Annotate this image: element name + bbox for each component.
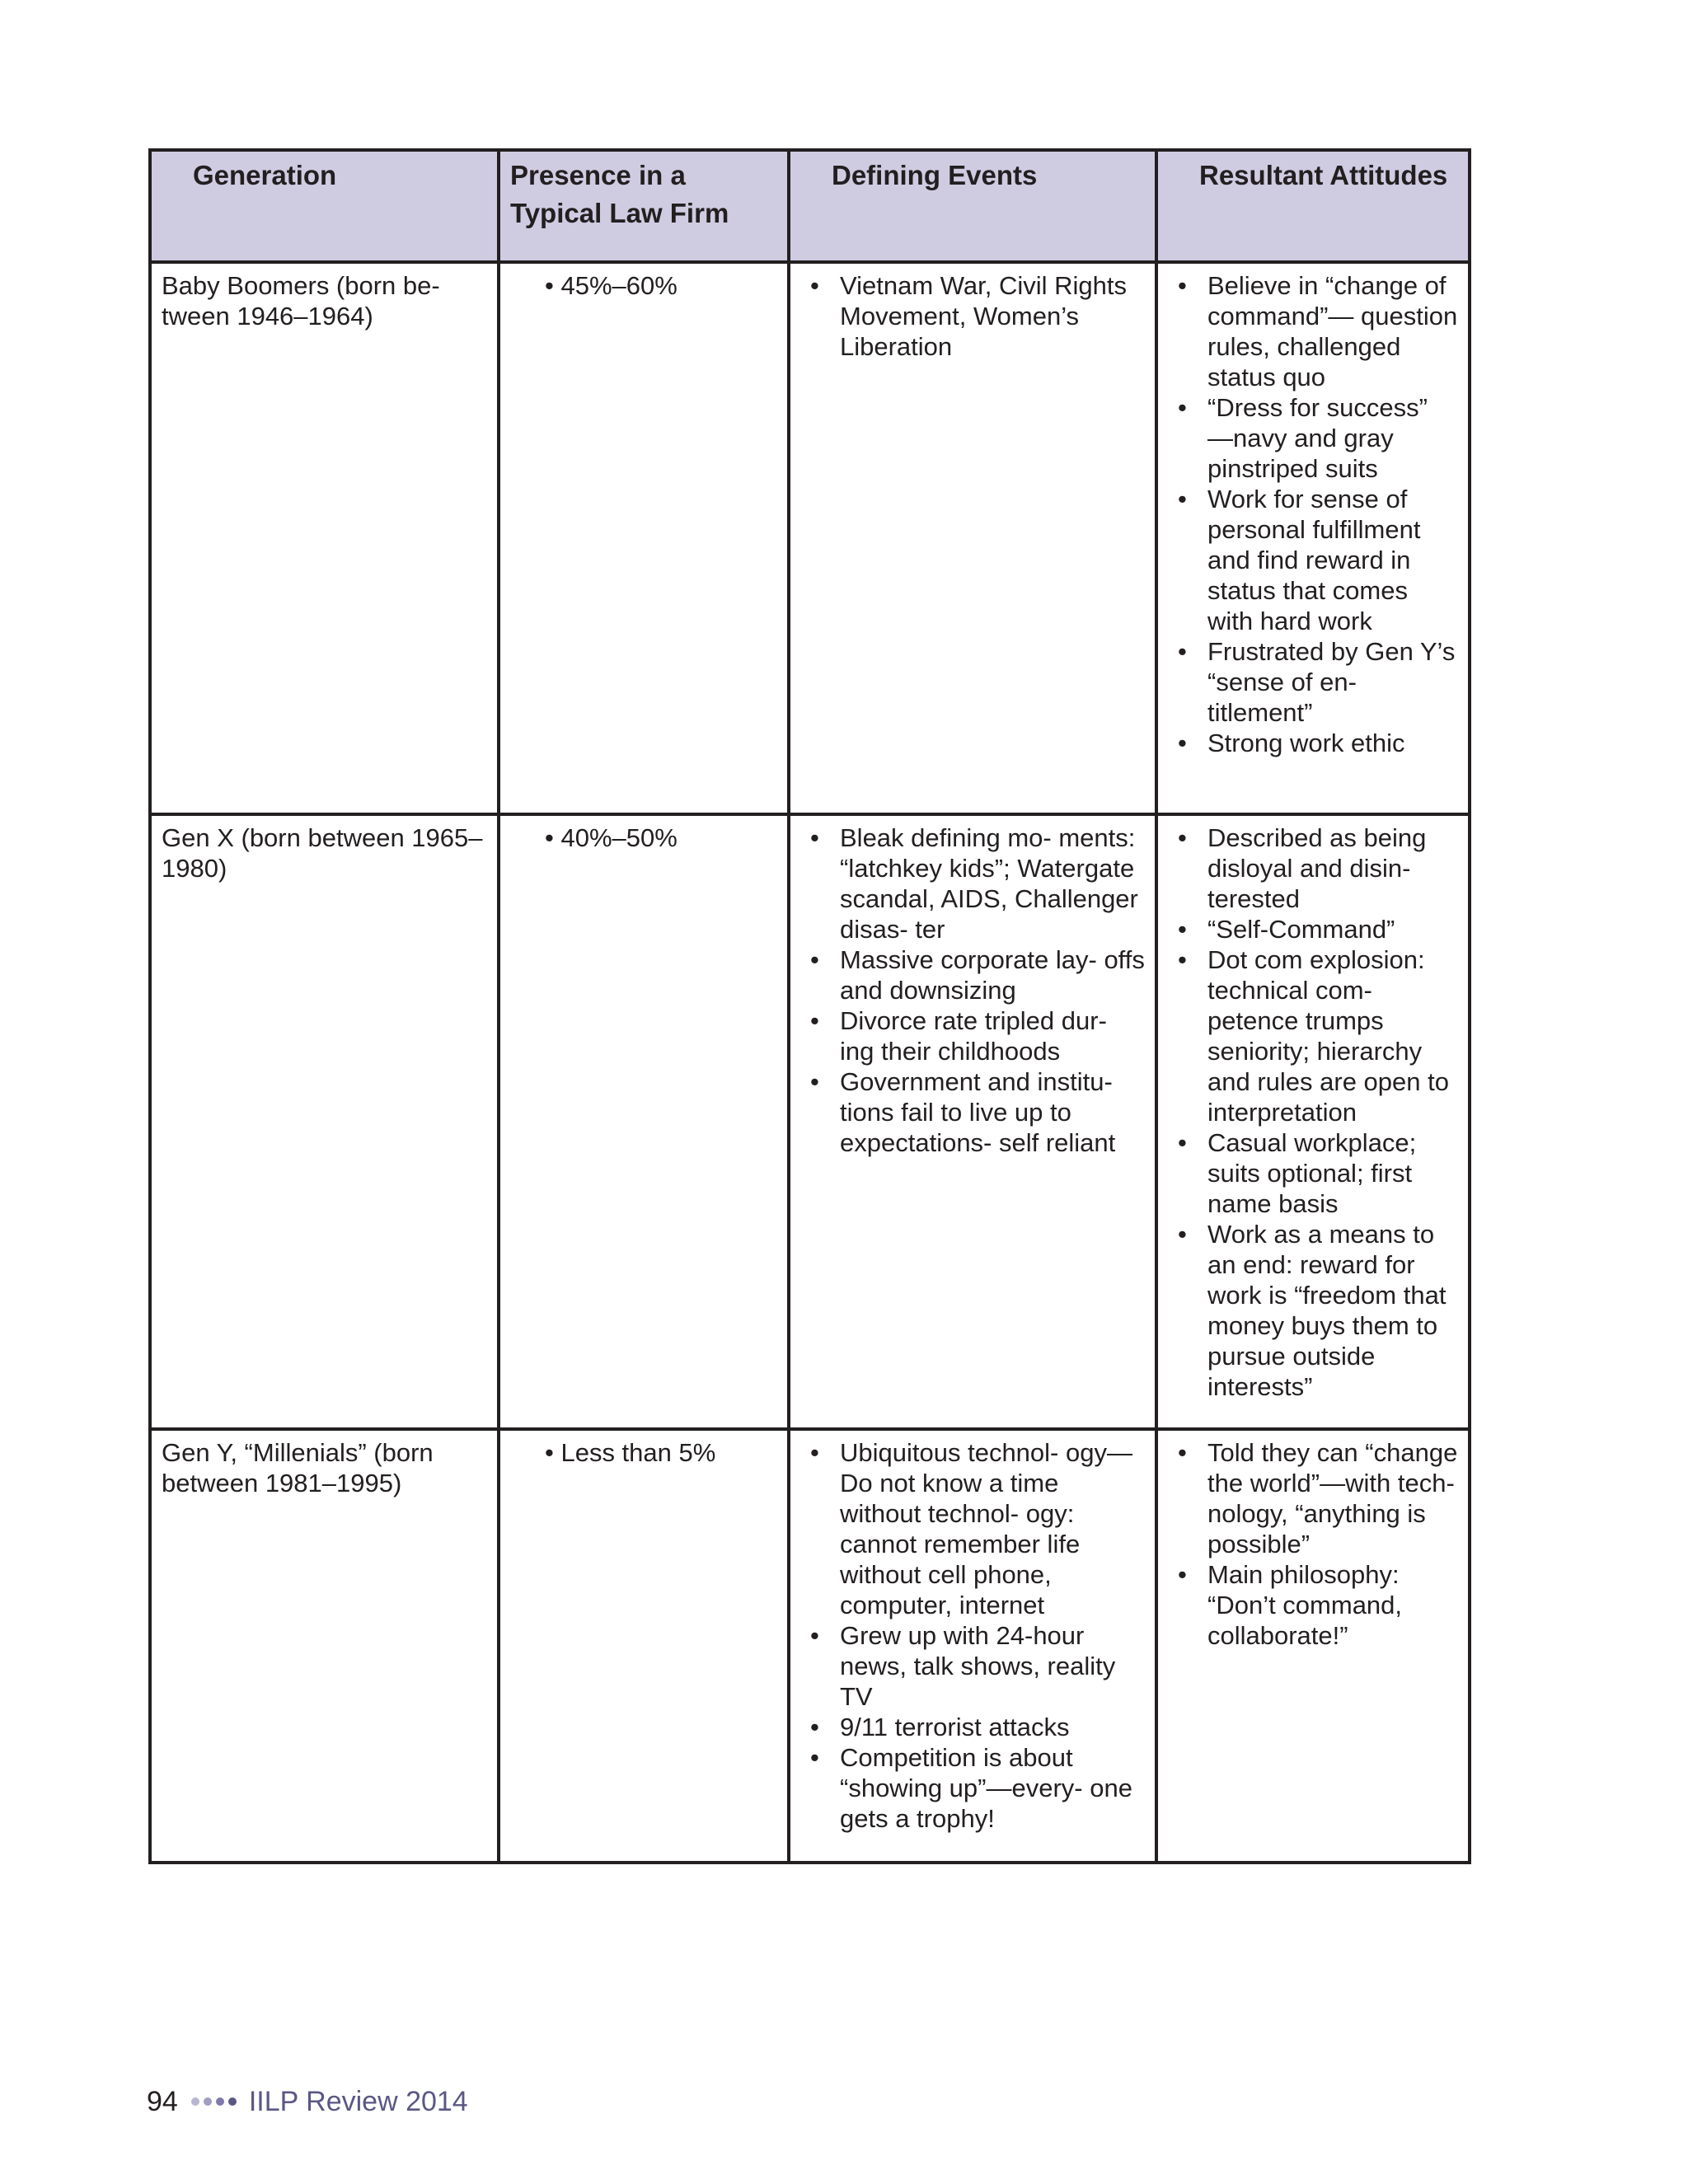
table-header-row [150, 150, 1470, 262]
list-item: • Work for sense of personal fulfillment and find reward in status that comes with hard work [1168, 484, 1460, 636]
dot-icon [216, 2097, 224, 2106]
page-footer [147, 2085, 468, 2118]
page-number: 94 [147, 2086, 178, 2117]
header-defining-events: Defining Events [789, 150, 1156, 262]
list-item: • 9/11 terrorist attacks [800, 1712, 1146, 1742]
list-item: • Told they can “change the world”—with tech- nology, “anything is possible” [1168, 1437, 1460, 1559]
events-cell [789, 1429, 1156, 1863]
list-item: • Dot com explosion: technical com- petence trumps seniority; hierarchy and rules are open to interpretation [1168, 944, 1460, 1127]
header-presence: Presence in a Typical Law Firm [499, 150, 789, 262]
attitudes-cell [1156, 1429, 1470, 1863]
list-item: • Strong work ethic [1168, 728, 1460, 758]
generations-table [148, 148, 1471, 1864]
table-row [150, 1429, 1470, 1863]
list-item: • Main philosophy: “Don’t command, collaborate!” [1168, 1559, 1460, 1651]
list-item: • Government and institu- tions fail to live up to expectations- self reliant [800, 1066, 1146, 1158]
list-item: • Divorce rate tripled dur- ing their childhoods [800, 1005, 1146, 1066]
attitudes-cell [1156, 814, 1470, 1429]
attitudes-cell [1156, 262, 1470, 814]
header-generation: Generation [150, 150, 499, 262]
list-item: • Grew up with 24-hour news, talk shows, reality TV [800, 1620, 1146, 1712]
table-row [150, 262, 1470, 814]
events-list [800, 1437, 1146, 1834]
generation-cell: Baby Boomers (born be- tween 1946–1964) [150, 262, 499, 814]
presence-cell: • Less than 5% [499, 1429, 789, 1863]
publication-title: IILP Review 2014 [248, 2086, 468, 2117]
presence-cell: • 45%–60% [499, 262, 789, 814]
list-item: • Ubiquitous technol- ogy—Do not know a time without technol- ogy: cannot remember life without cell phone, computer, internet [800, 1437, 1146, 1620]
list-item: • “Dress for success” —navy and gray pinstriped suits [1168, 392, 1460, 484]
dot-icon [191, 2097, 199, 2106]
list-item: • Vietnam War, Civil Rights Movement, Women’s Liberation [800, 270, 1146, 362]
header-resultant-attitudes: Resultant Attitudes [1156, 150, 1470, 262]
list-item: • Competition is about “showing up”—every- one gets a trophy! [800, 1742, 1146, 1834]
list-item: • Believe in “change of command”— question rules, challenged status quo [1168, 270, 1460, 392]
events-cell [789, 814, 1156, 1429]
attitudes-list [1168, 270, 1460, 758]
list-item: • Frustrated by Gen Y’s “sense of en- titlement” [1168, 636, 1460, 728]
list-item: • “Self-Command” [1168, 914, 1460, 944]
list-item: • Casual workplace; suits optional; first name basis [1168, 1127, 1460, 1219]
table-row [150, 814, 1470, 1429]
dot-icon [228, 2097, 237, 2106]
events-list [800, 270, 1146, 362]
events-cell [789, 262, 1156, 814]
presence-cell: • 40%–50% [499, 814, 789, 1429]
footer-dots-icon [191, 2097, 241, 2106]
list-item: • Bleak defining mo- ments: “latchkey kids”; Watergate scandal, AIDS, Challenger disas- ter [800, 823, 1146, 944]
attitudes-list [1168, 1437, 1460, 1651]
events-list [800, 823, 1146, 1158]
list-item: • Massive corporate lay- offs and downsizing [800, 944, 1146, 1005]
generation-cell: Gen Y, “Millenials” (born between 1981–1995) [150, 1429, 499, 1863]
generation-cell: Gen X (born between 1965–1980) [150, 814, 499, 1429]
list-item: • Described as being disloyal and disin- terested [1168, 823, 1460, 914]
dot-icon [204, 2097, 212, 2106]
attitudes-list [1168, 823, 1460, 1402]
list-item: • Work as a means to an end: reward for work is “freedom that money buys them to pursue outside interests” [1168, 1219, 1460, 1402]
